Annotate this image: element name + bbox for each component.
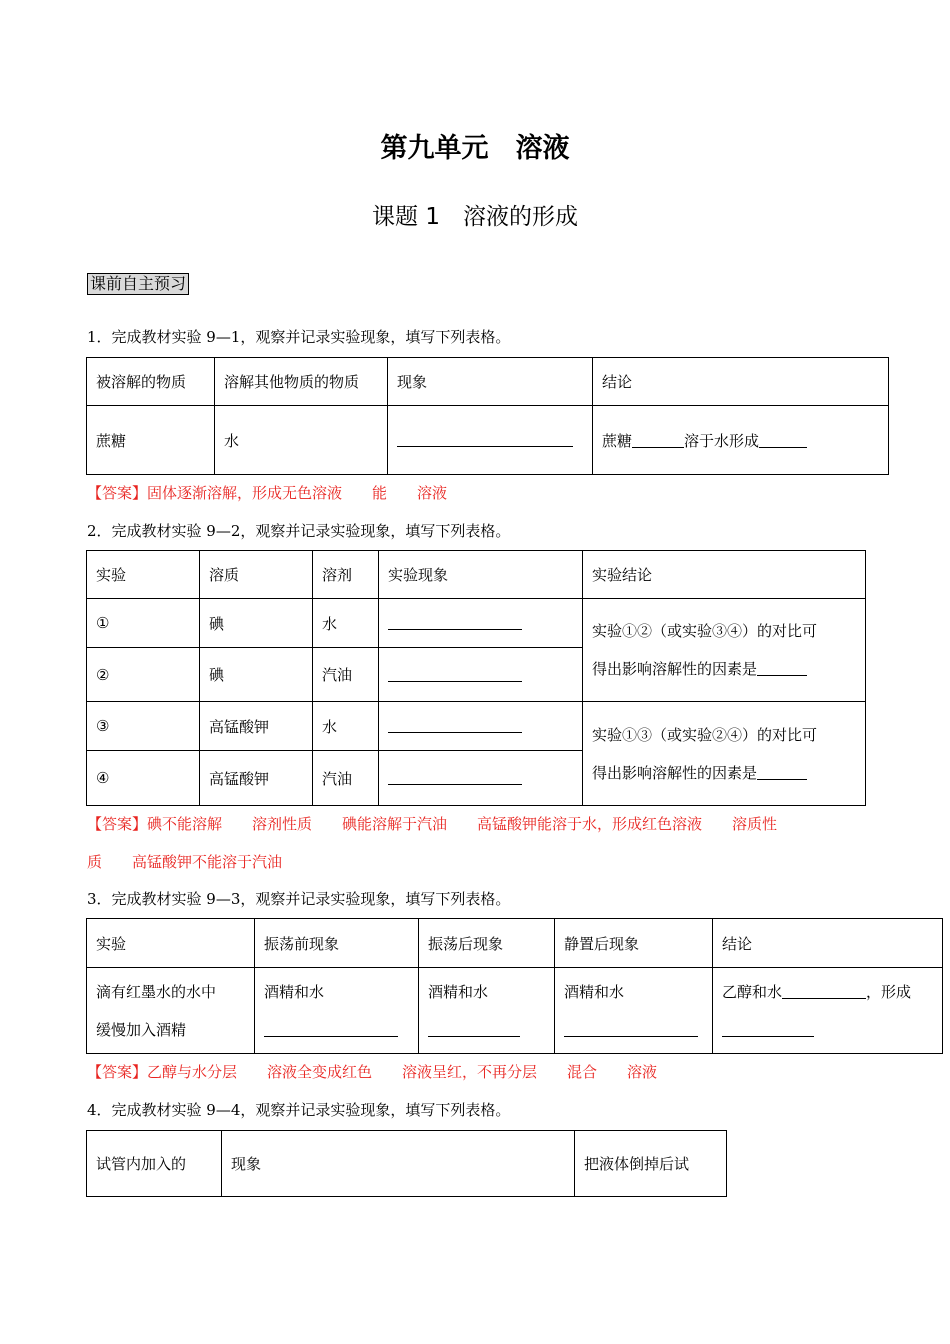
- conclusion-text: 实验①③（或实验②④）的对比可: [592, 725, 818, 744]
- q3-prompt: 3．完成教材实验 9—3，观察并记录实验现象，填写下列表格。: [87, 890, 511, 908]
- table-header-cell: 实验现象: [379, 551, 583, 599]
- table-header-cell: 被溶解的物质: [87, 358, 215, 406]
- table-cell: [87, 968, 255, 1054]
- table-header-row: [87, 1131, 727, 1197]
- table-cell: ①: [87, 599, 200, 648]
- table-header-cell: 试管内加入的: [87, 1131, 222, 1197]
- q4-table: [86, 1130, 727, 1197]
- blank-line: [564, 1011, 703, 1049]
- table-row: [87, 968, 943, 1054]
- q1-answer: 【答案】固体逐渐溶解，形成无色溶液 能 溶液: [87, 484, 448, 502]
- answer-blank[interactable]: [388, 615, 522, 630]
- q2-prompt: 2．完成教材实验 9—2，观察并记录实验现象，填写下列表格。: [87, 522, 511, 540]
- answer-blank[interactable]: [428, 1022, 520, 1037]
- answer-blank[interactable]: [388, 667, 522, 682]
- conclusion-line: [592, 754, 856, 792]
- table-cell: [583, 702, 866, 806]
- conclusion-text: 乙醇和水: [722, 982, 783, 1001]
- table-header-cell: 实验: [87, 551, 200, 599]
- table-cell: [419, 968, 555, 1054]
- table-header-cell: 振荡后现象: [419, 919, 555, 968]
- unit-title: 第九单元 溶液: [380, 133, 570, 164]
- table-cell: [583, 599, 866, 702]
- table-cell: 碘: [200, 599, 313, 648]
- cell-text: 缓慢加入酒精: [96, 1020, 187, 1039]
- table-cell: [379, 702, 583, 751]
- table-header-cell: 溶解其他物质的物质: [215, 358, 388, 406]
- q3-answer: 【答案】乙醇与水分层 溶液全变成红色 溶液呈红，不再分层 混合 溶液: [87, 1063, 658, 1081]
- table-header-cell: 静置后现象: [555, 919, 713, 968]
- cell-text: 滴有红墨水的水中: [96, 982, 217, 1001]
- blank-line: [264, 1011, 409, 1049]
- table-header-row: [87, 358, 889, 406]
- table-header-cell: 把液体倒掉后试: [575, 1131, 727, 1197]
- table-cell: [555, 968, 713, 1054]
- table-cell: 高锰酸钾: [200, 751, 313, 806]
- section-badge: 课前自主预习: [87, 273, 189, 295]
- answer-blank[interactable]: [632, 433, 684, 448]
- table-cell: 蔗糖: [87, 406, 215, 475]
- q3-table: [86, 918, 943, 1054]
- conclusion-text: ，形成: [866, 982, 912, 1001]
- q1-table: [86, 357, 889, 475]
- table-cell: 汽油: [313, 751, 379, 806]
- answer-blank[interactable]: [388, 770, 522, 785]
- conclusion-line: [592, 650, 856, 688]
- table-row: [87, 406, 889, 475]
- answer-blank[interactable]: [722, 1022, 814, 1037]
- conclusion-text: 蔗糖: [602, 431, 633, 450]
- table-header-cell: 溶质: [200, 551, 313, 599]
- table-header-cell: 结论: [593, 358, 889, 406]
- answer-blank[interactable]: [782, 984, 866, 999]
- q4-prompt: 4．完成教材实验 9—4，观察并记录实验现象，填写下列表格。: [87, 1101, 511, 1119]
- table-row: [87, 599, 866, 648]
- q2-table: [86, 550, 866, 806]
- table-cell: 水: [313, 702, 379, 751]
- conclusion-line: [722, 973, 933, 1011]
- answer-blank[interactable]: [388, 718, 522, 733]
- table-cell: 水: [215, 406, 388, 475]
- table-cell: ④: [87, 751, 200, 806]
- conclusion-text: 得出影响溶解性的因素是: [592, 763, 758, 782]
- table-cell: ②: [87, 648, 200, 702]
- answer-blank[interactable]: [564, 1022, 698, 1037]
- cell-text: 酒精和水: [564, 982, 625, 1001]
- conclusion-text: 溶于水形成: [684, 431, 760, 450]
- answer-blank[interactable]: [397, 432, 573, 447]
- table-header-cell: 现象: [388, 358, 593, 406]
- table-cell: [255, 968, 419, 1054]
- table-cell: [593, 406, 889, 475]
- table-header-row: [87, 919, 943, 968]
- cell-text: 酒精和水: [264, 982, 325, 1001]
- table-cell: [713, 968, 943, 1054]
- table-header-cell: 实验结论: [583, 551, 866, 599]
- table-row: [87, 702, 866, 751]
- cell-text: 酒精和水: [428, 982, 489, 1001]
- answer-blank[interactable]: [757, 661, 807, 676]
- table-cell: [379, 751, 583, 806]
- q1-prompt: 1．完成教材实验 9—1，观察并记录实验现象，填写下列表格。: [87, 328, 511, 346]
- table-cell: [379, 648, 583, 702]
- blank-line: [722, 1011, 933, 1049]
- conclusion-text: 得出影响溶解性的因素是: [592, 660, 758, 678]
- q2-answer-line-1: 【答案】碘不能溶解 溶剂性质 碘能溶解于汽油 高锰酸钾能溶于水，形成红色溶液 溶质性: [87, 815, 778, 833]
- blank-line: [428, 1011, 545, 1049]
- table-cell: 高锰酸钾: [200, 702, 313, 751]
- table-cell: [379, 599, 583, 648]
- table-cell: 汽油: [313, 648, 379, 702]
- table-header-cell: 振荡前现象: [255, 919, 419, 968]
- answer-blank[interactable]: [264, 1022, 398, 1037]
- table-header-cell: 实验: [87, 919, 255, 968]
- answer-blank[interactable]: [759, 433, 807, 448]
- q2-answer-line-2: 质 高锰酸钾不能溶于汽油: [87, 853, 283, 871]
- table-cell: 水: [313, 599, 379, 648]
- table-header-cell: 溶剂: [313, 551, 379, 599]
- answer-blank[interactable]: [757, 765, 807, 780]
- table-cell: [388, 406, 593, 475]
- table-header-cell: 结论: [713, 919, 943, 968]
- table-cell: 碘: [200, 648, 313, 702]
- table-cell: ③: [87, 702, 200, 751]
- table-header-row: [87, 551, 866, 599]
- conclusion-text: 实验①②（或实验③④）的对比可: [592, 622, 818, 640]
- lesson-title: 课题 1 溶液的形成: [372, 204, 578, 230]
- table-header-cell: 现象: [222, 1131, 575, 1197]
